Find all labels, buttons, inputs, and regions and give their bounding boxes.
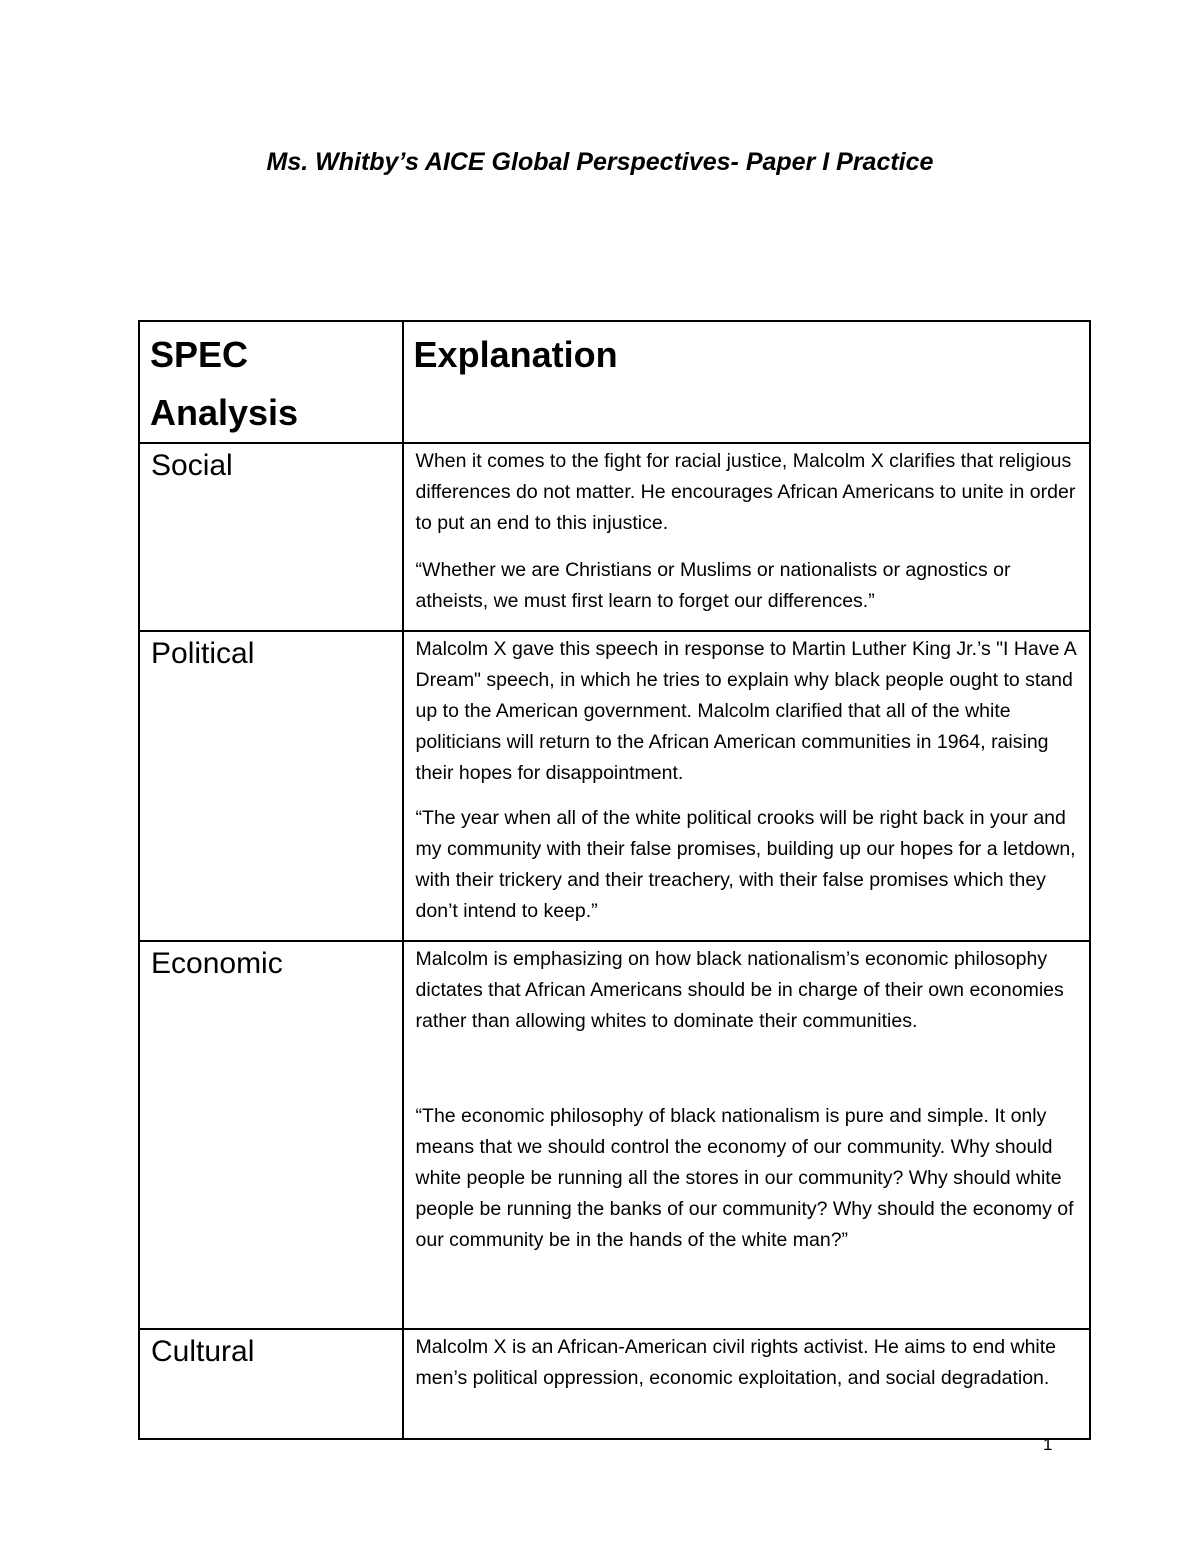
explanation-political — [403, 631, 1090, 941]
economic-quote: “The economic philosophy of black nationalism is pure and simple. It only means that we should control the economy of our community. Why should white people be running all the stores in our community? Why should white people be running the banks of our community? Why should the economy of our community be in the hands of the white man?” — [415, 1105, 1074, 1251]
category-political: Political — [139, 631, 403, 941]
explanation-economic — [403, 941, 1090, 1329]
political-quote: “The year when all of the white political crooks will be right back in your and my community with their false promises, building up our hopes for a letdown, with their trickery and their treachery, with their false promises which they don’t intend to keep.” — [415, 807, 1076, 922]
table-row-cultural — [139, 1329, 1090, 1439]
cultural-explanation-text: Malcolm X is an African-American civil rights activist. He aims to end white men’s political oppression, economic exploitation, and social degradation. — [415, 1336, 1057, 1389]
political-explanation-text: Malcolm X gave this speech in response to Martin Luther King Jr.’s "I Have A Dream" speech, in which he tries to explain why black people ought to stand up to the American government. Malcolm clarified that all of the white politicians will return to the African American communities in 1964, raising their hopes for disappointment. — [415, 638, 1076, 784]
spec-analysis-table — [138, 320, 1091, 1440]
category-social: Social — [139, 443, 403, 631]
header-spec-analysis: SPEC Analysis — [139, 321, 403, 443]
table-row-political — [139, 631, 1090, 941]
header-explanation: Explanation — [403, 321, 1090, 443]
economic-explanation-text: Malcolm is emphasizing on how black nationalism’s economic philosophy dictates that African Americans should be in charge of their own economies rather than allowing whites to dominate their communities. — [415, 948, 1064, 1032]
table-header-row — [139, 321, 1090, 443]
page-title: Ms. Whitby’s AICE Global Perspectives- Paper I Practice — [266, 148, 934, 176]
page-number: 1 — [1043, 1435, 1053, 1454]
category-cultural: Cultural — [139, 1329, 403, 1439]
explanation-social — [403, 443, 1090, 631]
social-quote: “Whether we are Christians or Muslims or nationalists or agnostics or atheists, we must first learn to forget our differences.” — [415, 559, 1011, 612]
social-explanation-text: When it comes to the fight for racial justice, Malcolm X clarifies that religious differences do not matter. He encourages African Americans to unite in order to put an end to this injustice. — [415, 450, 1076, 534]
category-economic: Economic — [139, 941, 403, 1329]
table-row-social — [139, 443, 1090, 631]
table-row-economic — [139, 941, 1090, 1329]
explanation-cultural — [403, 1329, 1090, 1439]
